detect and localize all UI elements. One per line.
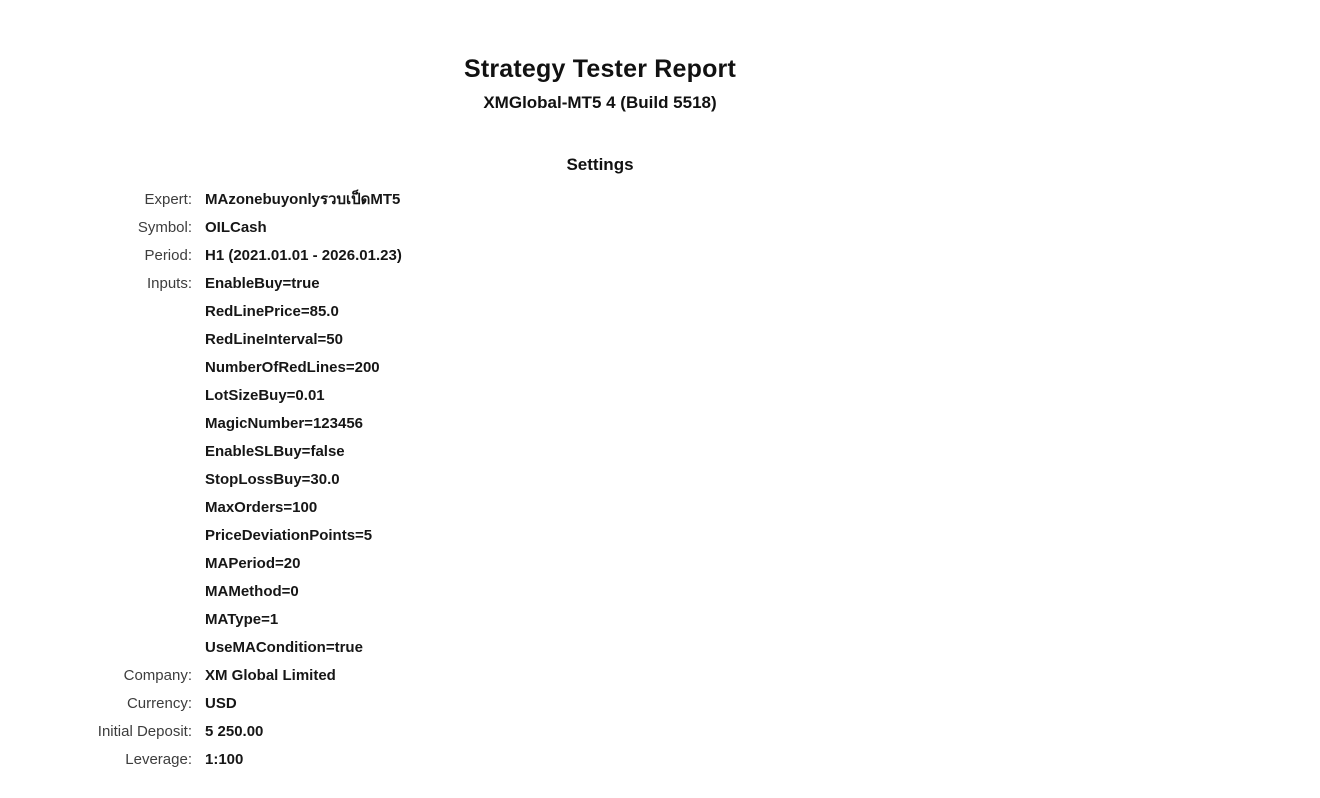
settings-label [0,382,205,410]
settings-value: RedLineInterval=50 [205,331,343,348]
settings-label [0,578,205,606]
settings-value: RedLinePrice=85.0 [205,303,339,320]
settings-label: Period: [144,247,192,264]
settings-value: 5 250.00 [205,723,264,740]
settings-value: XM Global Limited [205,667,336,684]
settings-section-heading: Settings [566,155,634,174]
settings-label [0,354,205,382]
settings-value: MAPeriod=20 [205,555,301,572]
settings-value: USD [205,695,237,712]
settings-value: MagicNumber=123456 [205,415,363,432]
settings-value: H1 (2021.01.01 - 2026.01.23) [205,247,402,264]
server-build-subtitle: XMGlobal-MT5 4 (Build 5518) [483,93,717,112]
settings-value: UseMACondition=true [205,639,363,656]
settings-value: PriceDeviationPoints=5 [205,527,373,544]
settings-label [0,634,205,662]
settings-value: NumberOfRedLines=200 [205,359,380,376]
page-title: Strategy Tester Report [463,55,737,83]
settings-value: StopLossBuy=30.0 [205,471,340,488]
settings-label [0,410,205,438]
settings-label [0,326,205,354]
settings-label [0,522,205,550]
settings-label [0,494,205,522]
settings-label [0,298,205,326]
settings-table [0,186,1200,774]
settings-label [0,550,205,578]
settings-value: 1:100 [205,751,244,768]
settings-label: Currency: [126,695,192,712]
settings-label [0,438,205,466]
settings-value: EnableSLBuy=false [205,443,345,460]
settings-label [0,606,205,634]
settings-value: LotSizeBuy=0.01 [205,387,325,404]
settings-label: Symbol: [137,219,192,236]
settings-value: MAMethod=0 [205,583,299,600]
settings-label [0,466,205,494]
settings-label: Leverage: [125,751,192,768]
settings-label: Expert: [144,191,192,208]
settings-label: Inputs: [146,275,192,292]
settings-label: Company: [123,667,192,684]
settings-value: MAType=1 [205,611,279,628]
settings-value: MAzonebuyonlyรวบเป็ดMT5 [205,191,401,208]
settings-value: EnableBuy=true [205,275,320,292]
settings-value: MaxOrders=100 [205,499,318,516]
settings-value: OILCash [205,219,267,236]
settings-label: Initial Deposit: [97,723,192,740]
